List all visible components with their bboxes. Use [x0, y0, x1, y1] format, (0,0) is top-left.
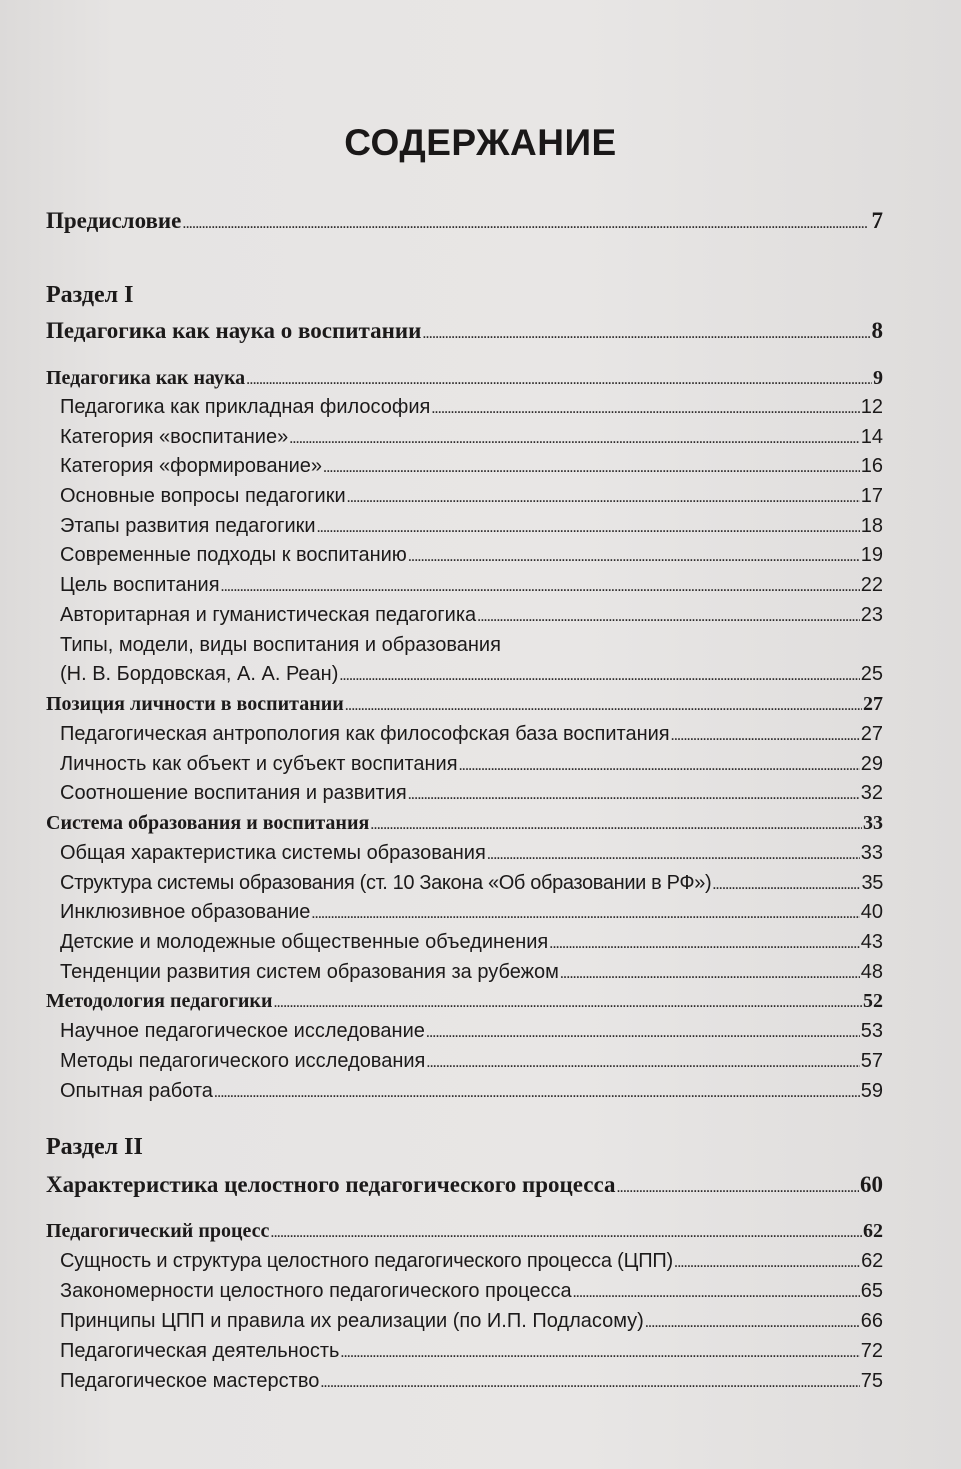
toc-entry-title: Педагогическое мастерство	[60, 1370, 320, 1392]
toc-entry-chapter[interactable]	[46, 693, 883, 716]
toc-entry-title: (Н. В. Бордовская, А. А. Реан)	[60, 663, 339, 685]
toc-entry[interactable]	[60, 396, 883, 419]
toc-entry-title: Личность как объект и субъект воспитания	[60, 753, 458, 775]
toc-entry-part[interactable]	[46, 1172, 883, 1198]
toc-entry[interactable]	[60, 901, 883, 924]
toc-entry-page: 65	[860, 1280, 883, 1302]
leader-dots	[320, 1370, 859, 1393]
toc-entry-title: Авторитарная и гуманистическая педагогика	[60, 604, 477, 626]
toc-entry-title: Педагогика как прикладная философия	[60, 396, 431, 418]
toc-entry-title: Научное педагогическое исследование	[60, 1020, 425, 1042]
toc-entry-title: Детские и молодежные общественные объединения	[60, 931, 549, 953]
toc-entry-page: 52	[863, 990, 883, 1012]
toc-entry-title: Педагогический процесс	[46, 1220, 270, 1242]
toc-entry-page: 40	[860, 901, 883, 923]
toc-entry-page: 17	[860, 485, 883, 507]
toc-entry-title: Общая характеристика системы образования	[60, 842, 486, 864]
toc-entry-title: Принципы ЦПП и правила их реализации (по И.П. Подласому)	[60, 1310, 644, 1332]
toc-entry-page: 8	[871, 318, 883, 343]
leader-dots	[270, 1220, 862, 1243]
toc-entry-page: 33	[863, 812, 883, 834]
toc-entry-page: 32	[860, 782, 883, 804]
leader-dots	[674, 1250, 860, 1273]
toc-entry[interactable]	[60, 723, 883, 746]
leader-dots	[573, 1280, 860, 1303]
toc-entry-title: Педагогика как наука	[46, 367, 246, 389]
toc-entry[interactable]	[60, 1050, 883, 1073]
toc-entry-page: 57	[860, 1050, 883, 1072]
toc-entry-page: 25	[860, 663, 883, 685]
toc-entry-page: 48	[860, 961, 883, 983]
leader-dots	[408, 544, 860, 567]
leader-dots	[182, 208, 870, 234]
toc-entry-page: 66	[860, 1310, 883, 1332]
toc-entry-title: Методы педагогического исследования	[60, 1050, 426, 1072]
leader-dots	[712, 872, 860, 895]
toc-entry-page: 75	[860, 1370, 883, 1392]
section-heading-2: Раздел II	[46, 1134, 143, 1160]
leader-dots	[487, 842, 860, 865]
leader-dots	[347, 485, 860, 508]
leader-dots	[431, 396, 859, 419]
toc-entry[interactable]	[60, 604, 883, 627]
leader-dots	[323, 455, 860, 478]
toc-entry-page: 7	[871, 208, 883, 233]
leader-dots	[422, 318, 870, 344]
toc-entry-title: Педагогическая антропология как философская база воспитания	[60, 723, 670, 745]
toc-entry-chapter[interactable]	[46, 1220, 883, 1243]
toc-entry-title: Соотношение воспитания и развития	[60, 782, 407, 804]
leader-dots	[408, 782, 860, 805]
toc-entry[interactable]	[60, 515, 883, 538]
leader-dots	[221, 574, 860, 597]
toc-entry[interactable]	[60, 1370, 883, 1393]
leader-dots	[616, 1172, 859, 1198]
toc-entry-page: 27	[863, 693, 883, 715]
toc-entry-page: 35	[861, 872, 883, 894]
leader-dots	[477, 604, 860, 627]
leader-dots	[645, 1310, 860, 1333]
toc-entry-page: 59	[860, 1080, 883, 1102]
leader-dots	[289, 426, 860, 449]
toc-entry[interactable]	[60, 455, 883, 478]
toc-entry-page: 27	[860, 723, 883, 745]
toc-entry-title: Современные подходы к воспитанию	[60, 544, 407, 566]
leader-dots	[340, 1340, 859, 1363]
toc-entry-page: 12	[860, 396, 883, 418]
toc-entry-chapter[interactable]	[46, 367, 883, 390]
toc-entry-title: Педагогическая деятельность	[60, 1340, 340, 1362]
leader-dots	[426, 1050, 859, 1073]
toc-entry-title: Методология педагогики	[46, 990, 273, 1012]
toc-entry[interactable]	[60, 842, 883, 865]
toc-entry[interactable]	[60, 1080, 883, 1103]
toc-entry[interactable]	[60, 1020, 883, 1043]
leader-dots	[273, 990, 862, 1013]
toc-entry-page: 19	[860, 544, 883, 566]
leader-dots	[370, 812, 862, 835]
toc-entry[interactable]	[60, 1280, 883, 1303]
toc-entry[interactable]	[60, 1340, 883, 1363]
toc-entry[interactable]	[60, 872, 883, 895]
toc-entry[interactable]	[60, 931, 883, 954]
toc-entry[interactable]	[60, 574, 883, 597]
toc-entry-page: 9	[873, 367, 883, 389]
toc-entry[interactable]	[60, 426, 883, 449]
toc-entry-title: Тенденции развития систем образования за рубежом	[60, 961, 559, 983]
toc-entry-page: 62	[861, 1250, 883, 1272]
toc-entry[interactable]	[60, 485, 883, 508]
toc-entry-page: 29	[860, 753, 883, 775]
leader-dots	[246, 367, 872, 390]
toc-entry-title: Характеристика целостного педагогического процесса	[46, 1172, 616, 1197]
leader-dots	[671, 723, 860, 746]
toc-entry[interactable]	[60, 782, 883, 805]
toc-entry-page: 60	[860, 1172, 883, 1197]
toc-entry-page: 18	[860, 515, 883, 537]
section-heading-1: Раздел I	[46, 282, 134, 308]
toc-entry-title: Этапы развития педагогики	[60, 515, 316, 537]
toc-entry-title: Педагогика как наука о воспитании	[46, 318, 422, 343]
toc-entry[interactable]	[60, 663, 883, 686]
toc-entry[interactable]	[60, 1310, 883, 1333]
leader-dots	[317, 515, 860, 538]
leader-dots	[311, 901, 859, 924]
toc-entry-title: Основные вопросы педагогики	[60, 485, 346, 507]
toc-entry-title: Закономерности целостного педагогического процесса	[60, 1280, 572, 1302]
page-title: СОДЕРЖАНИЕ	[344, 122, 617, 163]
toc-entry-title-line1: Типы, модели, виды воспитания и образования	[60, 634, 501, 656]
toc-entry-title: Категория «воспитание»	[60, 426, 289, 448]
toc-entry-title: Сущность и структура целостного педагогического процесса (ЦПП)	[60, 1250, 674, 1272]
leader-dots	[345, 693, 862, 716]
leader-dots	[426, 1020, 860, 1043]
toc-entry[interactable]	[60, 1250, 883, 1273]
leader-dots	[214, 1080, 860, 1103]
toc-entry-page: 43	[860, 931, 883, 953]
toc-entry-title: Категория «формирование»	[60, 455, 323, 477]
toc-entry-page: 53	[860, 1020, 883, 1042]
toc-entry-page: 33	[860, 842, 883, 864]
toc-entry-part[interactable]	[46, 318, 883, 344]
toc-entry-page: 62	[863, 1220, 883, 1242]
leader-dots	[459, 753, 860, 776]
toc-entry-preface[interactable]	[46, 208, 883, 234]
toc-entry[interactable]	[60, 544, 883, 567]
toc-entry-page: 14	[860, 426, 883, 448]
toc-entry-title: Система образования и воспитания	[46, 812, 370, 834]
leader-dots	[560, 961, 860, 984]
toc-entry-chapter[interactable]	[46, 812, 883, 835]
toc-entry[interactable]	[60, 961, 883, 984]
toc-entry-title: Опытная работа	[60, 1080, 213, 1102]
toc-entry-title: Позиция личности в воспитании	[46, 693, 344, 715]
toc-entry-title: Структура системы образования (ст. 10 Закона «Об образовании в РФ»)	[60, 872, 712, 894]
toc-entry-title: Цель воспитания	[60, 574, 220, 596]
leader-dots	[339, 663, 859, 686]
toc-entry-chapter[interactable]	[46, 990, 883, 1013]
leader-dots	[549, 931, 860, 954]
toc-entry-page: 23	[860, 604, 883, 626]
toc-entry-page: 22	[860, 574, 883, 596]
toc-entry[interactable]	[60, 753, 883, 776]
toc-entry-page: 16	[860, 455, 883, 477]
toc-entry-page: 72	[860, 1340, 883, 1362]
toc-entry-title: Инклюзивное образование	[60, 901, 311, 923]
toc-entry-title: Предисловие	[46, 208, 182, 233]
